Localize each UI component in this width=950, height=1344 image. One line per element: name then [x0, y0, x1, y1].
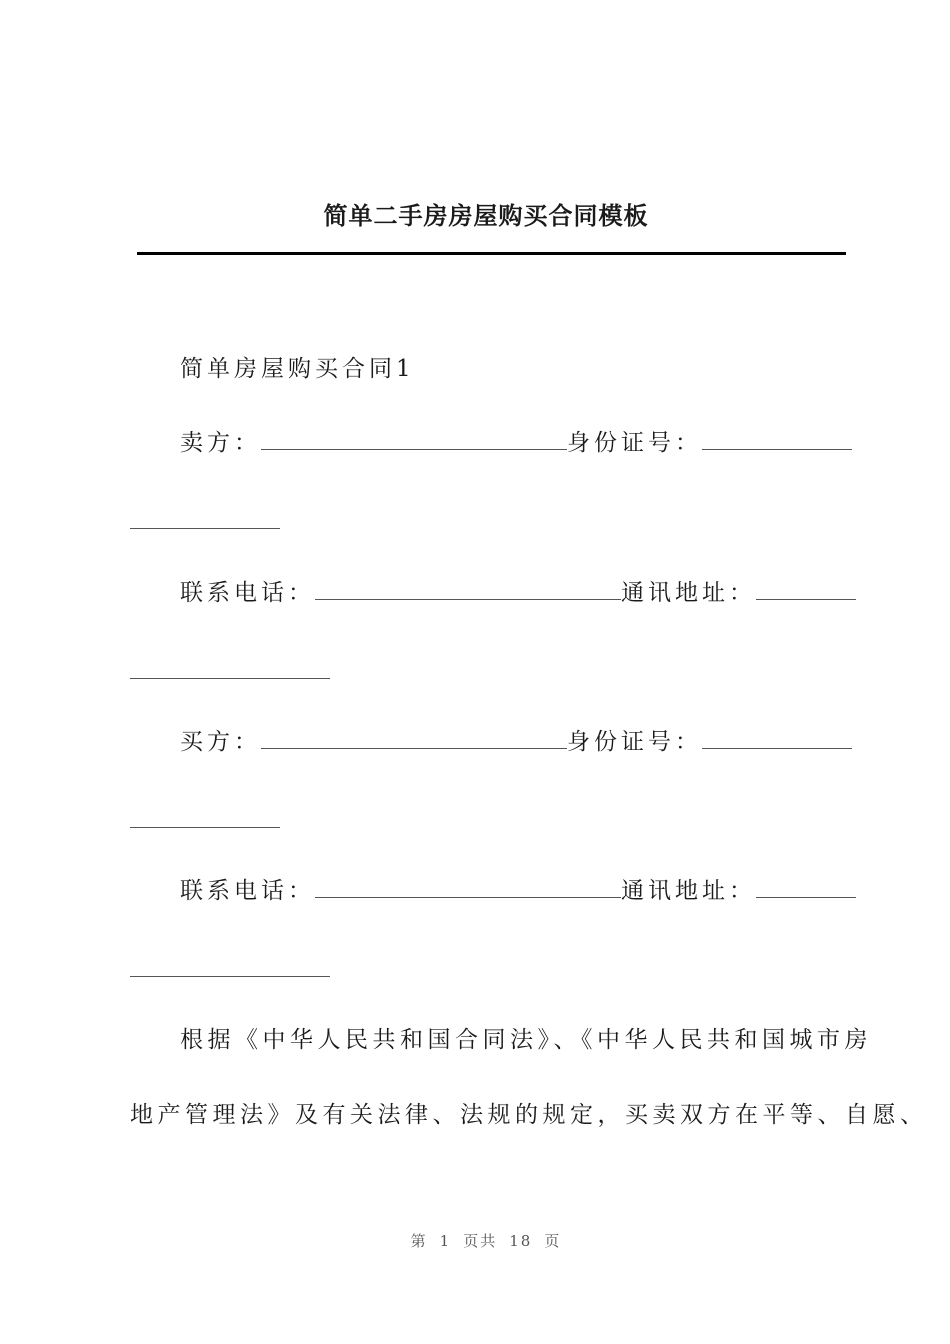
buyer-id-label: 身份证号：	[567, 729, 702, 755]
seller-address-blank	[756, 579, 856, 600]
seller-phone-label: 联系电话：	[180, 580, 315, 606]
contract-subtitle: 简单房屋购买合同1	[180, 356, 415, 382]
seller-contact-row	[130, 578, 892, 608]
seller-phone-blank	[315, 579, 621, 600]
buyer-phone-label: 联系电话：	[180, 878, 315, 904]
seller-id-blank-continued	[130, 528, 280, 529]
paragraph-line-2: 地产管理法》及有关法律、法规的规定，买卖双方在平等、自愿、	[130, 1102, 928, 1128]
seller-id-label: 身份证号：	[567, 430, 702, 456]
seller-id-blank	[702, 429, 852, 450]
footer-prefix: 第	[410, 1232, 428, 1250]
footer-suffix: 页	[544, 1232, 562, 1250]
buyer-row	[130, 727, 892, 757]
buyer-contact-row	[130, 876, 892, 906]
seller-address-blank-continued	[130, 678, 330, 679]
buyer-address-blank	[756, 877, 856, 898]
buyer-address-blank-continued	[130, 976, 330, 977]
title-divider	[137, 252, 846, 255]
footer-middle: 页共	[463, 1232, 498, 1250]
buyer-address-label: 通讯地址：	[621, 878, 756, 904]
buyer-id-blank-continued	[130, 827, 280, 828]
seller-address-label: 通讯地址：	[621, 580, 756, 606]
paragraph-line-1: 根据《中华人民共和国合同法》、《中华人民共和国城市房	[180, 1027, 872, 1053]
buyer-id-blank	[702, 728, 852, 749]
footer-page-number: 1	[439, 1232, 452, 1250]
page-footer	[0, 1230, 950, 1251]
seller-label: 卖方：	[180, 430, 261, 456]
document-title: 简单二手房房屋购买合同模板	[323, 201, 649, 230]
footer-page-total: 18	[509, 1232, 533, 1250]
buyer-label: 买方：	[180, 729, 261, 755]
buyer-name-blank	[261, 728, 567, 749]
seller-row	[130, 428, 892, 458]
buyer-phone-blank	[315, 877, 621, 898]
seller-name-blank	[261, 429, 567, 450]
